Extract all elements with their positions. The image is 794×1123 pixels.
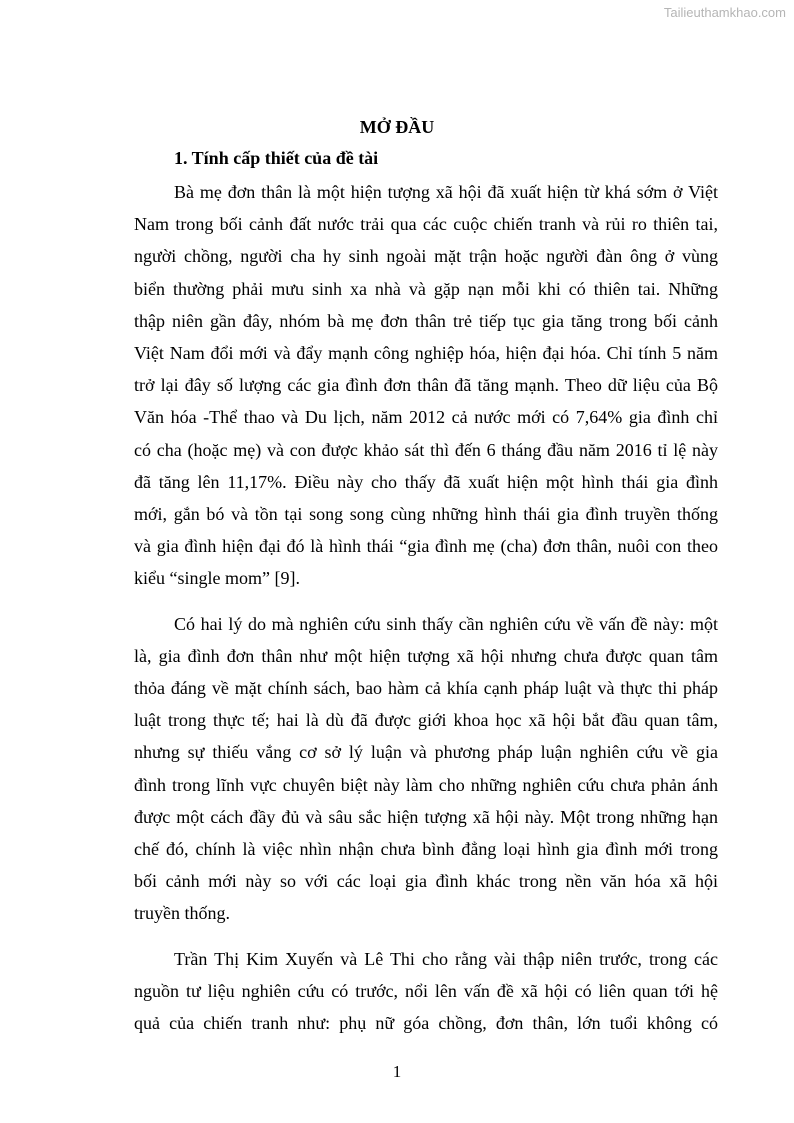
text-line: là, gia đình đơn thân như một hiện tượng xã hội nhưng chưa được quan tâm: [134, 645, 718, 666]
text-line: Có hai lý do mà nghiên cứu sinh thấy cần nghiên cứu về vấn đề này: một: [174, 613, 718, 634]
text-line: quả của chiến tranh như: phụ nữ góa chồng, đơn thân, lớn tuổi không có: [134, 1013, 718, 1034]
text-line: đình trong lĩnh vực chuyên biệt này làm cho những nghiên cứu chưa phản ánh: [134, 774, 718, 795]
page-number: 1: [392, 1062, 402, 1081]
paragraph-1: [134, 176, 718, 595]
text-line: thỏa đáng về mặt chính sách, bao hàm cả khía cạnh pháp luật và thực thi pháp: [134, 678, 718, 699]
text-line: có cha (hoặc mẹ) và con được khảo sát thì đến 6 tháng đầu năm 2016 tỉ lệ này: [134, 439, 718, 460]
text-line: Nam trong bối cảnh đất nước trải qua các cuộc chiến tranh và rủi ro thiên tai,: [134, 214, 718, 235]
text-line: Trần Thị Kim Xuyến và Lê Thi cho rằng vài thập niên trước, trong các: [174, 948, 718, 969]
text-line: thập niên gần đây, nhóm bà mẹ đơn thân trẻ tiếp tục gia tăng trong bối cảnh: [134, 310, 718, 331]
text-line: mới, gắn bó và tồn tại song song cùng những hình thái gia đình truyền thống: [134, 504, 718, 525]
text-line: biển thường phải mưu sinh xa nhà và gặp nạn mỗi khi có thiên tai. Những: [134, 278, 718, 299]
text-line: kiểu “single mom” [9].: [134, 568, 300, 589]
section-title: 1. Tính cấp thiết của đề tài: [174, 148, 379, 168]
document-heading: MỞ ĐẦU: [359, 117, 435, 137]
text-line: và gia đình hiện đại đó là hình thái “gia đình mẹ (cha) đơn thân, nuôi con theo: [134, 536, 718, 557]
text-line: luật trong thực tế; hai là dù đã được giới khoa học xã hội bắt đầu quan tâm,: [134, 710, 718, 731]
text-line: Bà mẹ đơn thân là một hiện tượng xã hội đã xuất hiện từ khá sớm ở Việt: [174, 182, 718, 202]
text-line: chế đó, chính là việc nhìn nhận chưa bình đẳng loại hình gia đình mới trong: [134, 839, 718, 860]
text-line: Văn hóa -Thể thao và Du lịch, năm 2012 cả nước mới có 7,64% gia đình chỉ: [134, 407, 718, 428]
paragraph-2: [134, 608, 718, 930]
text-line: bối cảnh mới này so với các loại gia đình khác trong nền văn hóa xã hội: [134, 871, 718, 892]
text-line: người chồng, người cha hy sinh ngoài mặt trận hoặc người đàn ông ở vùng: [134, 246, 718, 267]
watermark-text: Tailieuthamkhao.com: [663, 5, 786, 20]
text-line: Việt Nam đổi mới và đẩy mạnh công nghiệp hóa, hiện đại hóa. Chỉ tính 5 năm: [134, 343, 718, 364]
document-body: [134, 176, 718, 1039]
paragraph-3: [134, 943, 718, 1040]
text-line: đã tăng lên 11,17%. Điều này cho thấy đã xuất hiện một hình thái gia đình: [134, 471, 718, 492]
text-line: nhưng sự thiếu vắng cơ sở lý luận và phương pháp luận nghiên cứu về gia: [134, 742, 718, 763]
text-line: trở lại đây số lượng các gia đình đơn thân đã tăng mạnh. Theo dữ liệu của Bộ: [134, 375, 718, 396]
text-line: được một cách đầy đủ và sâu sắc hiện tượng xã hội này. Một trong những hạn: [134, 806, 718, 827]
text-line: nguồn tư liệu nghiên cứu có trước, nổi lên vấn đề xã hội có liên quan tới hệ: [134, 980, 718, 1001]
text-line: truyền thống.: [134, 903, 230, 924]
